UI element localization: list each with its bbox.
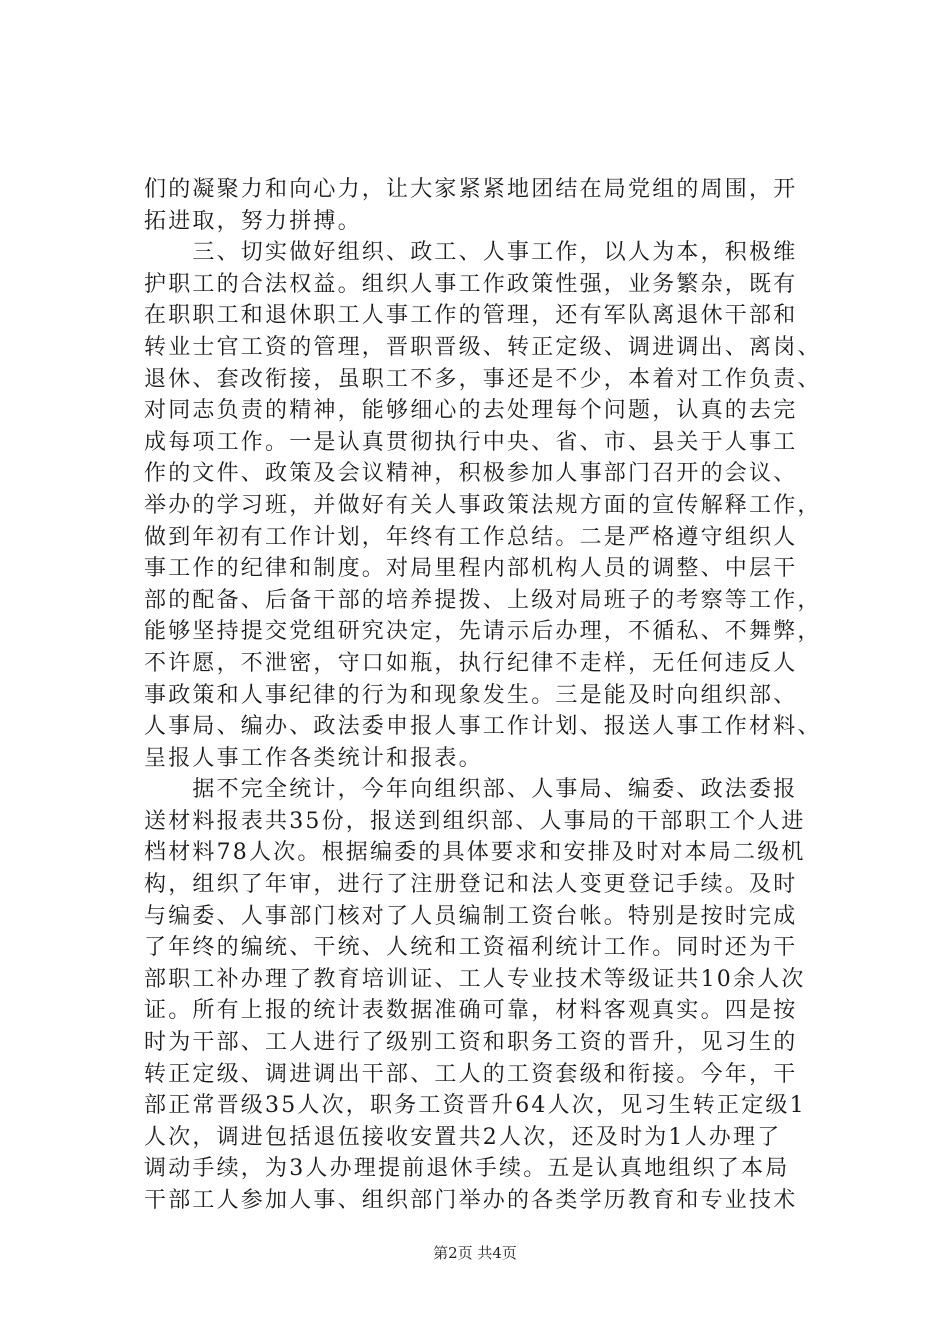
text-line: 事政策和人事纪律的行为和现象发生。三是能及时向组织部、: [144, 682, 798, 708]
text-line: 部的配备、后备干部的培养提拨、上级对局班子的考察等工作，: [144, 587, 822, 613]
text-line: 部职工补办理了教育培训证、工人专业技术等级证共10余人次: [144, 966, 806, 992]
text-line: 人事局、编办、政法委申报人事工作计划、报送人事工作材料、: [144, 714, 822, 740]
text-line: 拓进取，努力拼搏。: [144, 208, 362, 234]
text-line: 做到年初有工作计划，年终有工作总结。二是严格遵守组织人: [144, 524, 798, 550]
text-line: 转正定级、调进调出干部、工人的工资套级和衔接。今年，干: [144, 1061, 798, 1087]
text-line: 呈报人事工作各类统计和报表。: [144, 745, 483, 771]
text-line: 作的文件、政策及会议精神，积极参加人事部门召开的会议、: [144, 461, 798, 487]
text-line: 退休、套改衔接，虽职工不多，事还是不少，本着对工作负责、: [144, 366, 822, 392]
text-line: 成每项工作。一是认真贯彻执行中央、省、市、县关于人事工: [144, 429, 798, 455]
text-line: 调动手续，为3人办理提前退休手续。五是认真地组织了本局: [144, 1156, 790, 1182]
page-number-footer: 第2页 共4页: [433, 1244, 517, 1262]
text-line: 证。所有上报的统计表数据准确可靠，材料客观真实。四是按: [144, 998, 798, 1024]
text-line: 三、切实做好组织、政工、人事工作，以人为本，积极维: [144, 240, 798, 266]
text-line: 举办的学习班，并做好有关人事政策法规方面的宣传解释工作，: [144, 492, 822, 518]
text-line: 护职工的合法权益。组织人事工作政策性强，业务繁杂，既有: [144, 271, 798, 297]
text-line: 干部工人参加人事、组织部门举办的各类学历教育和专业技术: [144, 1188, 798, 1213]
text-line: 与编委、人事部门核对了人员编制工资台帐。特别是按时完成: [144, 903, 798, 929]
text-line: 了年终的编统、干统、人统和工资福利统计工作。同时还为干: [144, 935, 798, 961]
text-line: 转业士官工资的管理，晋职晋级、转正定级、调进调出、离岗、: [144, 334, 822, 360]
text-line: 不许愿，不泄密，守口如瓶，执行纪律不走样，无任何违反人: [144, 650, 798, 676]
text-line: 时为干部、工人进行了级别工资和职务工资的晋升，见习生的: [144, 1030, 798, 1056]
text-line: 档材料78人次。根据编委的具体要求和安排及时对本局二级机: [144, 840, 806, 866]
text-line: 据不完全统计，今年向组织部、人事局、编委、政法委报: [144, 777, 798, 803]
text-line: 对同志负责的精神，能够细心的去处理每个问题，认真的去完: [144, 398, 798, 424]
text-line: 部正常晋级35人次，职务工资晋升64人次，见习生转正定级1: [144, 1093, 806, 1119]
text-line: 们的凝聚力和向心力，让大家紧紧地团结在局党组的周围，开: [144, 177, 798, 202]
text-line: 在职职工和退休职工人事工作的管理，还有军队离退休干部和: [144, 303, 798, 329]
body-text: [144, 174, 830, 1217]
text-line: 人次，调进包括退伍接收安置共2人次，还及时为1人办理了: [144, 1124, 782, 1150]
text-line: 送材料报表共35份，报送到组织部、人事局的干部职工个人进: [144, 808, 806, 834]
text-line: 事工作的纪律和制度。对局里程内部机构人员的调整、中层干: [144, 556, 798, 582]
text-line: 能够坚持提交党组研究决定，先请示后办理，不循私、不舞弊，: [144, 619, 822, 645]
text-line: 构，组织了年审，进行了注册登记和法人变更登记手续。及时: [144, 872, 798, 898]
